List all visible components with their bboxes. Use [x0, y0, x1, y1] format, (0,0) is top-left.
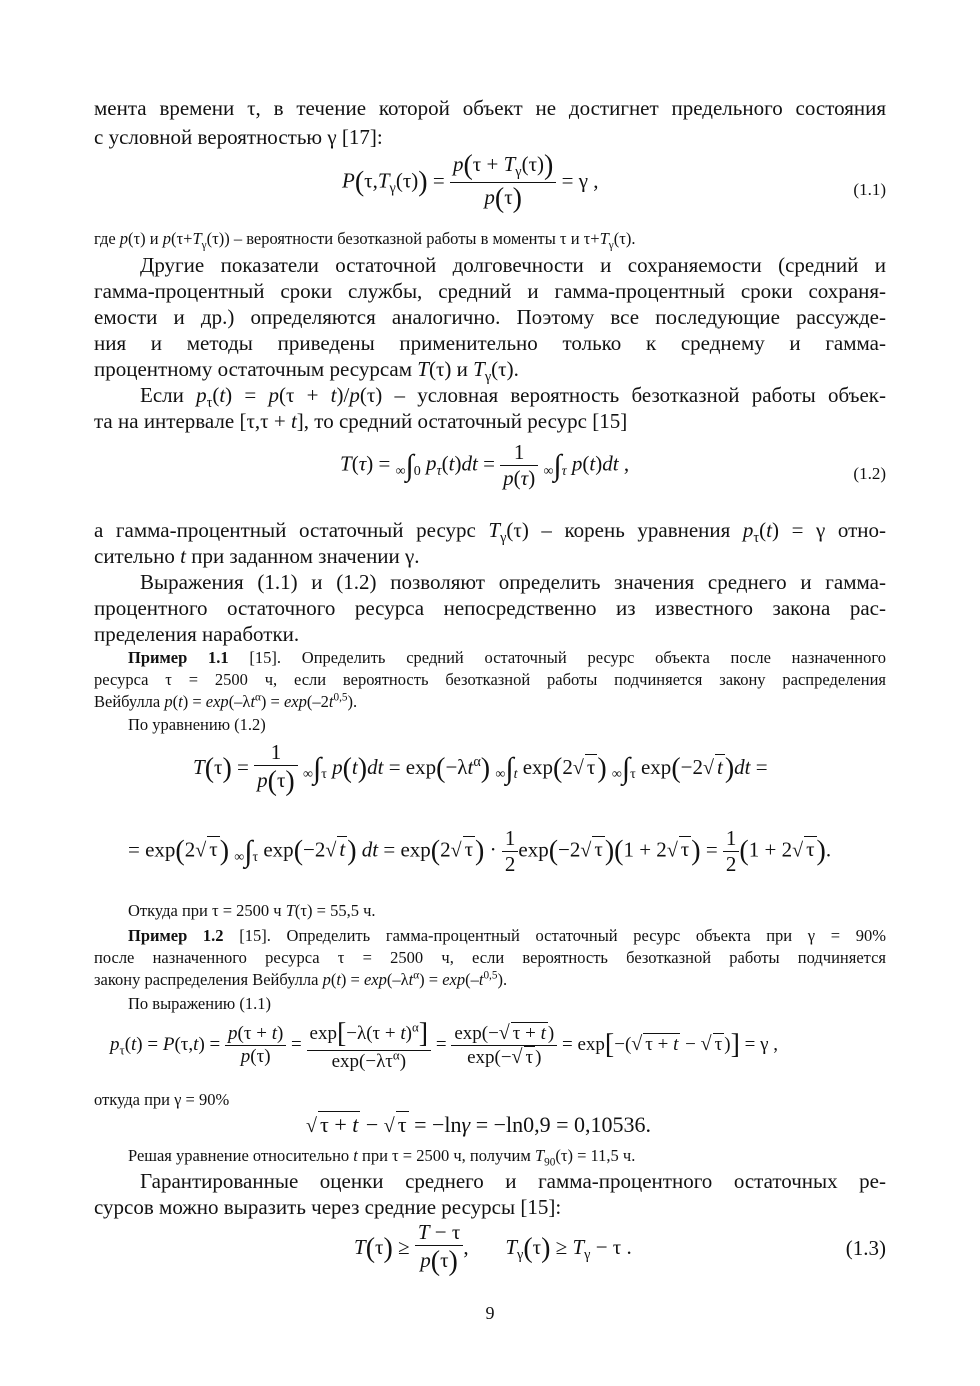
text-line: Решая уравнение относительно t при τ = 2500 ч, получим $T_{90}(\tau) = 11,5$ ч.: [128, 1146, 636, 1169]
text-line: процентному остаточным ресурсам T(τ) и $T_\gamma(\tau)$.: [94, 357, 519, 386]
text-line: Откуда при τ = 2500 ч T(τ) = 55,5 ч.: [128, 901, 376, 920]
text-line: емости и др.) определяются аналогично. Поэтому все последующие рассужде-: [94, 305, 886, 329]
text-line: По выражению (1.1): [128, 994, 271, 1013]
text-line: ния и методы приведены применительно только к среднему и гамма-: [94, 331, 886, 355]
text-line: откуда при γ = 90%: [94, 1090, 230, 1109]
example-2-result-equation: √ τ + t − √ τ = −lnγ = −ln0,9 = 0,10536.: [306, 1112, 652, 1137]
example-1-equation-line-2: = exp(2√ τ) ∞∫τ exp(−2√ t) dt = exp(2√ τ) · $\frac{1}{2}$ exp(−2√ τ)(1 + 2√ τ) = $\frac{1}{2}$ (1 + 2√ τ).: [128, 826, 832, 876]
text-line: процентного остаточного ресурса непосредственно из известного закона рас-: [94, 596, 886, 620]
text-line: закону распределения Вейбулла $p(t) = \exp(-\lambda t^\alpha) = \exp(-t^{0,5})$.: [94, 969, 508, 989]
text-line: пределения наработки.: [94, 622, 300, 646]
text-line: та на интервале [τ,τ + t], то средний остаточный ресурс [15]: [94, 409, 628, 433]
text-line: сительно t при заданном значении γ.: [94, 544, 420, 568]
text-line: гамма-процентный сроки службы, средний и гамма-процентный сроки сохраня-: [94, 279, 886, 303]
text-line: Другие показатели остаточной долговечности и сохраняемости (средний и: [140, 253, 886, 277]
text-line: после назначенного ресурса τ = 2500 ч, если вероятность безотказной работы подчиняется: [94, 948, 886, 967]
text-line: ресурса τ = 2500 ч, если вероятность безотказной работы подчиняется закону распределения: [94, 670, 886, 689]
page-number: 9: [485, 1303, 495, 1323]
text-line: сурсов можно выразить через средние ресурсы [15]:: [94, 1195, 562, 1219]
text-line: Выражения (1.1) и (1.2) позволяют определить значения среднего и гамма-: [140, 570, 886, 594]
text-line: а гамма-процентный остаточный ресурс $T_\gamma(\tau)$ – корень уравнения $p_\tau(t) = \gamma$ отно-: [94, 518, 886, 547]
equation-number: (1.3): [845, 1236, 886, 1260]
text-line: Гарантированные оценки среднего и гамма-процентного остаточных ре-: [140, 1169, 886, 1193]
example-1-equation-line-1: T(τ) = $\frac{1}{p(\tau)}$ ∞∫τ $p(t)dt = \exp(-\lambda t^\alpha)$ ∞∫t exp(2√ τ) ∞∫τ exp(−2√ t)dt =: [193, 740, 768, 797]
text-line: Если $p_\tau(t) = p(\tau + t)/p(\tau)$ – условная вероятность безотказной работы объек-: [140, 383, 886, 412]
equation-1-3: T(τ) ≥ $\frac{T - \tau}{p(\tau)}$ , $T_\gamma(\tau) \ge T_\gamma - \tau$ .: [354, 1220, 632, 1277]
text-line: По уравнению (1.2): [128, 715, 266, 734]
text-line: Вейбулла $p(t) = \exp(-\lambda t^\alpha) = \exp(-2t^{0,5})$.: [94, 691, 358, 711]
text-line: мента времени τ, в течение которой объект не достигнет предельного состояния: [94, 96, 886, 120]
equation-1-1: $P(\tau,T_\gamma(\tau))$ = $\frac{p(\tau + T_\gamma(\tau))}{p(\tau)}$ = γ ,: [342, 150, 599, 214]
equation-number: (1.2): [853, 464, 886, 483]
text-line: Пример 1.2 [15]. Определить гамма-процентный остаточный ресурс объекта при γ = 90%: [128, 926, 886, 945]
text-line: Пример 1.1 [15]. Определить средний остаточный ресурс объекта после назначенного: [128, 648, 886, 667]
text-line: где p(τ) и $p(\tau+T_\gamma(\tau))$ – вероятности безотказной работы в моменты τ и $\tau+T_\gamma(\tau)$.: [94, 229, 636, 252]
text-line: с условной вероятностью γ [17]:: [94, 125, 383, 149]
equation-1-2: T(τ) = ∞∫0 $p_\tau(t)dt$ = $\frac{1}{p(\tau)}$ ∞∫τ p(t)dt ,: [340, 440, 630, 490]
equation-number: (1.1): [853, 180, 886, 199]
example-2-equation: $p_\tau(t) = P(\tau,t)$ = $\frac{p(\tau + t)}{p(\tau)}$ = $\frac{\exp[-\lambda(\tau + t)^\alpha]}{\exp(-\lambda\tau^\alpha)}$ = $\frac{\exp(-√ \tau + t )}{\exp(-√ \tau )}$ = exp[−(√ τ + t − √ τ )] = γ ,: [110, 1018, 779, 1072]
